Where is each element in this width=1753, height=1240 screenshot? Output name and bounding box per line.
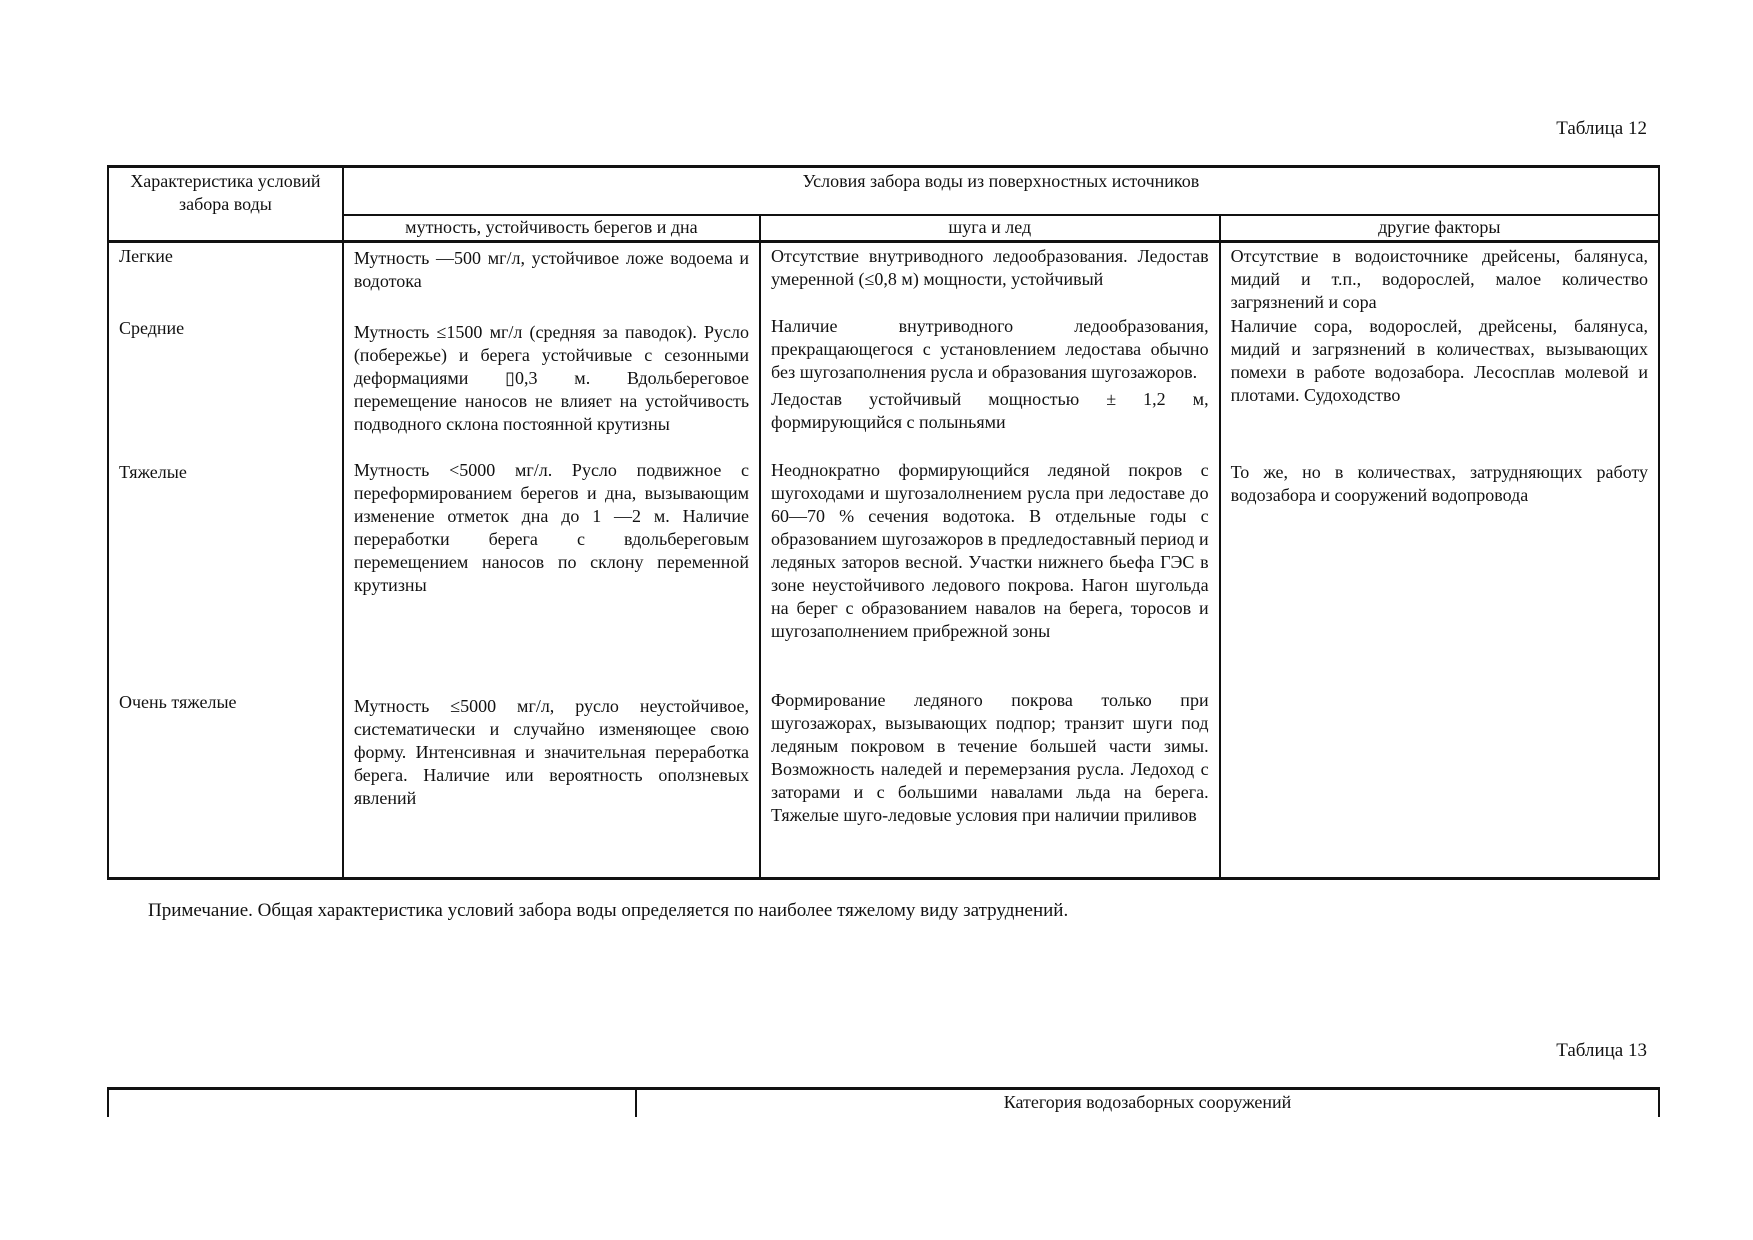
turbidity-text: Мутность —500 мг/л, устойчивое ложе водоема и водотока	[353, 247, 750, 291]
header-intake-category: Категория водозаборных сооружений	[636, 1089, 1659, 1118]
ice-cell	[760, 459, 1220, 689]
ice-text: Неоднократно формирующийся ледяной покров с шугоходами и шугозалолнением русла при ледоставе до 60—70 % сечения водотока. В отдельные годы с образованием шугозажоров в предледоставный период и ледяных заторов весной. Участки нижнего бьефа ГЭС в зоне неустойчивого ледового покрова. Нагон шугольда на берег с образованием навалов на берега, торосов и шугозаполнением прибрежной зоны	[771, 460, 1209, 641]
turbidity-text: Мутность <5000 мг/л. Русло подвижное с переформированием берегов и дна, вызывающим изменение отметок дна до 1 —2 м. Наличие переработки берега с вдольбереговым перемещением наносов по склону переменной крутизны	[353, 460, 750, 595]
header-empty	[108, 1089, 636, 1118]
category-cell: Средние	[108, 315, 343, 459]
ice-text: Отсутствие внутриводного ледообразования. Ледостав умеренной (≤0,8 м) мощности, устойчивый	[771, 245, 1209, 289]
turbidity-cell	[343, 315, 760, 459]
turbidity-cell	[343, 689, 760, 879]
ice-cell	[760, 315, 1220, 459]
other-factors-text: Отсутствие в водоисточнике дрейсены, балянуса, мидий и т.п., водорослей, малое количество загрязнений и сора	[1230, 245, 1648, 312]
other-factors-text: Наличие сора, водорослей, дрейсены, балянуса, мидий и загрязнений в количествах, вызывающих помехи в работе водозабора. Лесосплав молевой и плотами. Судоходство	[1230, 316, 1648, 405]
turbidity-cell	[343, 241, 760, 315]
ice-text-2: Ледостав устойчивый мощностью ± 1,2 м, формирующийся с полыньями	[771, 389, 1209, 432]
header-turbidity: мутность, устойчивость берегов и дна	[343, 215, 760, 242]
table-note: Примечание. Общая характеристика условий забора воды определяется по наиболее тяжелому виду затруднений.	[148, 900, 1069, 921]
other-factors-cell	[1220, 689, 1659, 879]
category-cell: Тяжелые	[108, 459, 343, 689]
header-ice: шуга и лед	[760, 215, 1220, 242]
header-other-factors: другие факторы	[1220, 215, 1659, 242]
table-12-label: Таблица 12	[1556, 118, 1647, 139]
other-factors-text: То же, но в количествах, затрудняющих работу водозабора и сооружений водопровода	[1230, 462, 1648, 505]
intake-category-table	[107, 1087, 1660, 1117]
other-factors-cell	[1220, 315, 1659, 459]
table-row	[108, 689, 1659, 879]
category-cell: Легкие	[108, 241, 343, 315]
other-factors-cell	[1220, 241, 1659, 315]
ice-text: Формирование ледяного покрова только при шугозажорах, вызывающих подпор; транзит шуги под ледяным покровом в течение большей части зимы. Возможность наледей и перемерзания русла. Ледоход с заторами и с большими навалами льда на берега. Тяжелые шуго-ледовые условия при наличии приливов	[771, 690, 1209, 825]
turbidity-text: Мутность ≤1500 мг/л (средняя за паводок). Русло (побережье) и берега устойчивые с сезонными деформациями ▯0,3 м. Вдольбереговое перемещение наносов не влияет на устойчивость подводного склона постоянной крутизны	[353, 322, 750, 434]
category-cell: Очень тяжелые	[108, 689, 343, 879]
table-row	[108, 459, 1659, 689]
table-row	[108, 241, 1659, 315]
other-factors-cell	[1220, 459, 1659, 689]
table-13-label: Таблица 13	[1556, 1040, 1647, 1061]
turbidity-cell	[343, 459, 760, 689]
table-row	[108, 315, 1659, 459]
turbidity-text: Мутность ≤5000 мг/л, русло неустойчивое, систематически и случайно изменяющее свою форму. Интенсивная и значительная переработка берега. Наличие или вероятность оползневых явлений	[353, 696, 750, 808]
table-header-row	[108, 1089, 1659, 1118]
ice-text: Наличие внутриводного ледообразования, прекращающегося с установлением ледостава обычно без шугозаполнения русла и образования шугозажоров.	[771, 316, 1209, 382]
ice-cell	[760, 689, 1220, 879]
table-header-row	[108, 167, 1659, 215]
water-intake-conditions-table	[107, 165, 1660, 880]
header-group-surface-sources: Условия забора воды из поверхностных источников	[343, 167, 1659, 215]
ice-cell	[760, 241, 1220, 315]
header-characteristic: Характеристика условий забора воды	[108, 167, 343, 242]
